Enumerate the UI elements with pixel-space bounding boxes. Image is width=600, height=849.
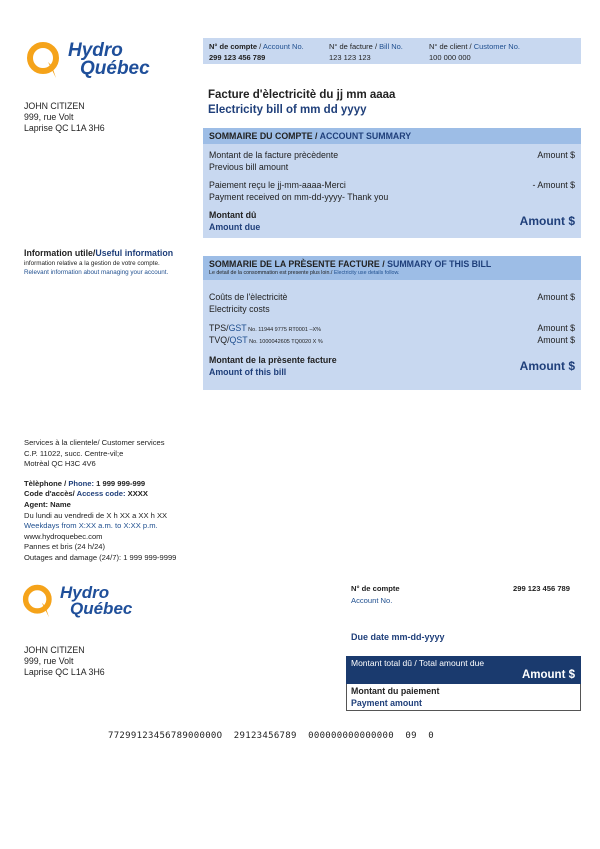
useful-info-title-fr: Information utile/ (24, 248, 96, 258)
electricity-costs-en: Electricity costs (209, 304, 270, 314)
stub-account-fr: N° de compte (351, 584, 400, 593)
logo-line2: Québec (70, 599, 133, 618)
gst-label-fr: TPS/ (209, 323, 229, 333)
phone-label-en: Phone: (68, 478, 95, 488)
account-label-fr: N° de compte (209, 42, 258, 51)
logo-line2: Québec (80, 58, 150, 79)
bill-label-fr: N° de facture (329, 42, 373, 51)
electricity-costs-fr: Coûts de l'èlectricitè (209, 292, 288, 302)
bill-summary-sub-en: Electricity use details follow. (332, 270, 400, 276)
gst-number: No. 11944 9775 RT0001 –X% (246, 327, 322, 333)
logo-line1: Hydro (60, 582, 110, 602)
payment-received-fr: Paiement reçu le jj-mm-aaaa-Merci (209, 180, 346, 190)
electricity-costs-amount: Amount $ (537, 292, 575, 302)
services-line2: C.P. 11022, succ. Centre-vil;e (24, 448, 124, 458)
payment-amount-box[interactable] (346, 684, 581, 711)
customer-address-stub (24, 645, 105, 678)
hydro-quebec-logo-bottom (22, 583, 132, 619)
previous-bill-fr: Montant de la facture prècèdente (209, 150, 339, 160)
bill-title-fr: Facture d'èlectricitè du jj mm aaaa (208, 89, 396, 101)
hours-en: Weekdays from X:XX a.m. to X:XX p.m. (24, 521, 158, 531)
account-summary-header: SOMMAIRE DU COMPTE / ACCOUNT SUMMARY (203, 128, 581, 144)
customer-name: JOHN CITIZEN (24, 101, 85, 111)
previous-bill-en: Previous bill amount (209, 162, 289, 172)
bill-title-en: Electricity bill of mm dd yyyy (208, 104, 367, 116)
bill-summary-panel (203, 256, 581, 390)
bill-summary-title-fr: SOMMARIE DE LA PRÈSENTE FACTURE (209, 259, 380, 269)
stub-account-label (351, 583, 400, 607)
account-label-en: Account No. (262, 42, 304, 51)
useful-info-title-en: Useful information (95, 248, 174, 258)
agent-name: Agent: Name (24, 499, 71, 509)
account-summary-panel (203, 128, 581, 238)
useful-info-text-en: Relevant information about managing your account. (24, 269, 169, 276)
amount-due-en: Amount due (209, 222, 261, 232)
gst-amount: Amount $ (537, 323, 575, 333)
payment-received-en: Payment received on mm-dd-yyyy- Thank you (209, 192, 389, 202)
bill-total-value: Amount $ (519, 359, 575, 373)
bill-total-row (209, 354, 575, 378)
bill-total-fr: Montant de la prèsente facture (209, 355, 337, 365)
qst-number: No. 1000042605 TQ0020 X % (247, 339, 323, 345)
hydro-quebec-logo (26, 40, 150, 80)
qst-label-fr: TVQ/ (209, 335, 230, 345)
bill-title (208, 88, 395, 118)
bill-number-value: 123 123 123 (329, 53, 371, 62)
header-info-box (203, 38, 581, 64)
total-amount-due-label: Montant total dû / Total amount due (351, 658, 485, 668)
bill-label-en: Bill No. (379, 42, 403, 51)
services-line3: Motrèal QC H3C 4V6 (24, 459, 96, 469)
customer-number-block: N° de client / Customer No. 100 000 000 (429, 42, 520, 62)
customer-number-value: 100 000 000 (429, 53, 471, 62)
services-line1: Services à la clientele/ Customer services (24, 438, 165, 447)
bill-summary-sub-fr: Le detail de la consommation est presente plus loin./ (209, 270, 333, 276)
qst-row (209, 334, 575, 348)
qst-label-en: QST (229, 335, 248, 345)
customer-label-en: Customer No. (473, 42, 520, 51)
bill-total-en: Amount of this bill (209, 367, 287, 377)
customer-services (24, 438, 176, 564)
payment-amount-en: Payment amount (351, 698, 422, 708)
customer-street: 999, rue Volt (24, 656, 74, 666)
useful-information (24, 247, 173, 277)
qst-amount: Amount $ (537, 335, 575, 345)
account-summary-title-fr: SOMMAIRE DU COMPTE (209, 131, 313, 141)
customer-address (24, 101, 105, 134)
total-amount-due-value: Amount $ (521, 669, 575, 681)
electricity-costs-row (209, 291, 575, 315)
website-link[interactable]: www.hydroquebec.com (24, 531, 103, 541)
payment-received-amount: - Amount $ (532, 180, 575, 190)
access-label-fr: Code d'accès/ (24, 489, 77, 499)
gst-label-en: GST (228, 323, 247, 333)
amount-due-value: Amount $ (519, 214, 575, 228)
due-date: Due date mm-dd-yyyy (351, 632, 445, 642)
bill-summary-title-en: SUMMARY OF THIS BILL (387, 259, 492, 269)
amount-due-fr: Montant dû (209, 210, 257, 220)
bill-number-block: N° de facture / Bill No. 123 123 123 (329, 42, 403, 62)
micr-line: 7729912345678900000O 29123456789 000000000000000 09 0 (108, 731, 434, 741)
logo-q-icon (26, 40, 66, 80)
access-value: XXXX (125, 489, 148, 499)
hours-fr: Du lundi au vendredi de X h XX a XX h XX (24, 510, 168, 520)
account-number-value: 299 123 456 789 (209, 53, 266, 62)
customer-city: Laprise QC L1A 3H6 (24, 123, 105, 133)
payment-amount-fr: Montant du paiement (351, 686, 440, 696)
customer-street: 999, rue Volt (24, 112, 74, 122)
customer-label-fr: N° de client (429, 42, 468, 51)
customer-name: JOHN CITIZEN (24, 645, 85, 655)
phone-label-fr: Tèlèphone / (24, 478, 69, 488)
outages-fr: Pannes et bris (24 h/24) (24, 542, 106, 552)
useful-info-text-fr: information relative a la gestion de votre compte. (24, 260, 160, 267)
stub-account-en: Account No. (351, 596, 393, 605)
outages-en: Outages and damage (24/7): 1 999 999-9999 (24, 552, 177, 562)
account-number-block: N° de compte / Account No. 299 123 456 789 (209, 42, 304, 62)
payment-received-row (209, 179, 575, 203)
amount-due-row (209, 209, 575, 233)
customer-city: Laprise QC L1A 3H6 (24, 667, 105, 677)
account-summary-title-en: ACCOUNT SUMMARY (319, 131, 412, 141)
stub-account-value: 299 123 456 789 (513, 584, 571, 593)
access-label-en: Access code: (76, 489, 126, 499)
previous-bill-amount: Amount $ (537, 150, 575, 160)
previous-bill-row (209, 149, 575, 173)
total-amount-due-box (346, 656, 581, 684)
bill-summary-header: SOMMARIE DE LA PRÈSENTE FACTURE / SUMMARY OF THIS BILL Le detail de la consommation est presente plus loin./ Electricity use details follow. (203, 256, 581, 280)
logo-q-icon (22, 583, 58, 619)
logo-line1: Hydro (68, 39, 123, 61)
phone-value: 1 999 999-999 (94, 478, 146, 488)
